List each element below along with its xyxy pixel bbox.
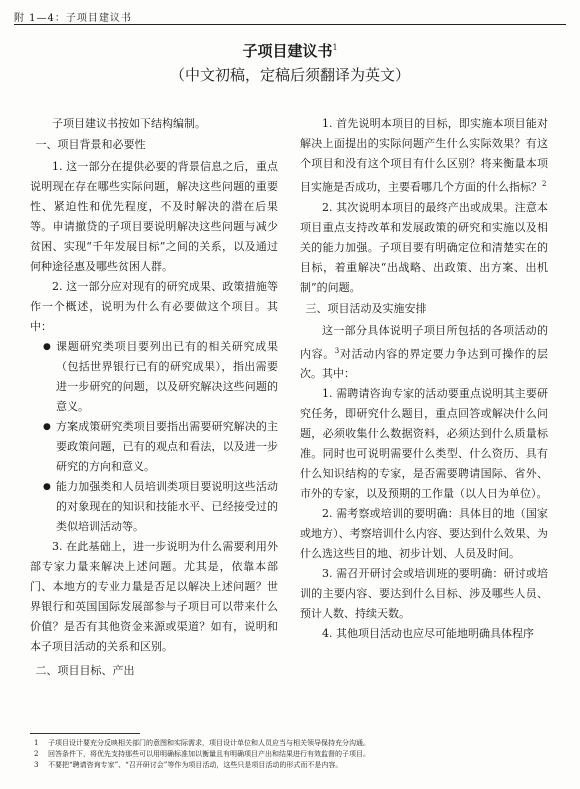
activities-intro bbox=[300, 321, 548, 385]
bullet-text-1: 课题研究类项目要列出已有的相关研究成果（包括世界银行已有的研究成果），指出需要进一步研究的问题，以及研究解决这些问题的意义。 bbox=[56, 340, 278, 413]
document-subtitle: （中文初稿，定稿后须翻译为英文） bbox=[169, 66, 410, 84]
footnote-ref-3: 3 bbox=[334, 346, 340, 355]
footnote-text: 不要把“聘请咨询专家”、“召开研讨会”等作为项目活动，这些只是项目活动的形式而不是内容。 bbox=[48, 761, 343, 769]
activity-item-1: 1. 需聘请咨询专家的活动要重点说明其主要研究任务，即研究什么题目，重点回答或解决什么问题，必须收集什么数据资料，必须达到什么质量标准。同时也可说明需要什么类型、什么资历、具有什么知识结构的专家，是否需要聘请国际、省外、市外的专家，以及预期的工作量（以人日为单位）。 bbox=[300, 387, 548, 501]
bullet-item bbox=[30, 337, 278, 417]
activities-intro-text: 这一部分具体说明子项目所包括的各项活动的内容。 bbox=[300, 323, 548, 361]
page-header: 附 1—4：子项目建议书 bbox=[14, 13, 132, 24]
title-footnote-ref: 1 bbox=[332, 43, 338, 52]
footnote-number: 3 bbox=[34, 761, 39, 769]
section-heading-1: 一、项目背景和必要性 bbox=[35, 138, 146, 151]
bullet-text-2: 方案成策研究类项目要指出需要研究解决的主要政策问题，已有的观点和看法，以及进一步研究的方向和意义。 bbox=[56, 420, 278, 473]
right-column bbox=[300, 114, 548, 644]
title-text: 子项目建议书 bbox=[242, 42, 333, 60]
section-heading-2: 二、项目目标、产出 bbox=[35, 664, 135, 677]
bullet-icon: ● bbox=[43, 422, 51, 432]
activity-item-2: 2. 需考察或培训的要明确：具体目的地（国家或地方）、考察培训什么内容、要达到什么效果、为什么选这些目的地、初步计划、人员及时间。 bbox=[300, 507, 548, 561]
footnote-number: 1 bbox=[34, 739, 39, 747]
header-rule bbox=[14, 24, 566, 25]
bullet-item bbox=[30, 477, 278, 537]
bullet-icon: ● bbox=[43, 342, 51, 352]
footnote-number: 2 bbox=[34, 750, 39, 758]
activity-item-4: 4. 其他项目活动也应尽可能地明确具体程序 bbox=[322, 627, 534, 641]
footnote bbox=[34, 749, 574, 760]
bullet-item bbox=[30, 417, 278, 477]
footnote bbox=[34, 760, 574, 771]
bullet-text-3: 能力加强类和人员培训类项目要说明这些活动的对象现在的知识和技能水平、已经接受过的类似培训活动等。 bbox=[56, 480, 278, 533]
footnote bbox=[34, 738, 574, 749]
footnote-ref-2: 2 bbox=[542, 180, 547, 188]
paragraph-3: 3. 在此基础上，进一步说明为什么需要利用外部专家力量来解决上述问题。尤其是，依靠本部门、本地方的专业力量是否足以解决上述问题？世界银行和英国国际发展部参与子项目可以带来什么价值？是否有其他资金来源或渠道？如有，说明和本子项目活动的关系和区别。 bbox=[30, 540, 278, 653]
activity-item-3: 3. 需召开研讨会或培训班的要明确：研讨或培训的主要内容、要达到什么目标、涉及哪些人员、预计人数、持续天数。 bbox=[300, 567, 548, 621]
right-paragraph-1-text: 1. 首先说明本项目的目标，即实施本项目能对解决上面提出的实际问题产生什么实际效果？有这个项目和没有这个项目有什么区别？将来衡量本项目实施是否成功，主要看哪几个方面的什么指标？ bbox=[300, 117, 548, 194]
right-paragraph-2: 2. 其次说明本项目的最终产出或成果。注意本项目重点支持改革和发展政策的研究和实施以及相关的能力加强。子项目要有明确定位和清楚实在的目标，着重解决“出战略、出政策、出方案、出机制”的问题。 bbox=[300, 200, 548, 294]
intro-text: 子项目建议书按如下结构编制。 bbox=[52, 117, 206, 130]
left-column bbox=[30, 114, 278, 683]
activities-intro-text-2: 对活动内容的界定要力争达到可操作的层次。其中： bbox=[300, 347, 549, 381]
document-title bbox=[0, 40, 580, 61]
bullet-icon: ● bbox=[43, 482, 51, 492]
footnote-text: 子项目设计要充分反映相关部门的意图和实际需求，项目设计单位和人员应当与相关领导保持充分沟通。 bbox=[48, 739, 370, 747]
section-heading-3: 三、项目活动及实施安排 bbox=[305, 301, 427, 315]
footnotes bbox=[34, 738, 574, 771]
right-paragraph-1 bbox=[300, 114, 548, 198]
footnote-rule bbox=[30, 733, 140, 734]
paragraph-1: 1. 这一部分在提供必要的背景信息之后，重点说明现在存在哪些实际问题，解决这些问题的重要性、紧迫性和优先程度，不及时解决的潜在后果等。申请撤贷的子项目要说明解决这些问题与减少贫困、实现“千年发展目标”之间的关系，以及通过何种途径惠及哪些贫困人群。 bbox=[30, 160, 278, 273]
footnote-text: 回答条件下，将优先支持那些可以用明确标准加以衡量且有明确项目产出和结果进行有效监督的子项目。 bbox=[48, 750, 370, 758]
paragraph-2: 2. 这一部分应对现有的研究成果、政策措施等作一个概述，说明为什么有必要做这个项目。其中： bbox=[30, 280, 278, 333]
